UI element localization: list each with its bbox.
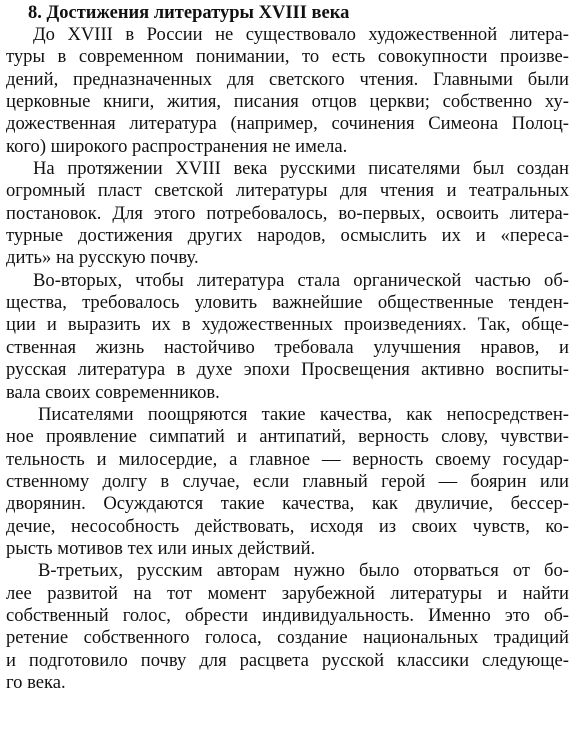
text-line: собственный голос, обрести индивидуальность. Именно это об- [6,604,569,626]
text-line: дворянин. Осуждаются такие качества, как двуличие, бессер- [6,493,569,515]
text-line: вала своих современников. [6,381,220,403]
text-line: щества, требовалось уловить важнейшие общественные тенден- [6,292,569,314]
text-line: кого) широкого распространения не имела. [6,135,348,157]
text-line: дений, предназначенных для светского чтения. Главными были [6,68,569,90]
paragraph-3 [6,270,569,404]
section-title: 8. Достижения литературы XVIII века [28,3,350,23]
paragraph-4 [6,404,569,560]
text-line: ственная жизнь настойчиво требовала улучшения нравов, и [6,336,569,358]
text-line: До XVIII в России не существовало художественной литера- [33,24,569,45]
text-line: В-третьих, русским авторам нужно было оторваться от бо- [38,560,569,582]
text-line: дить» на русскую почву. [6,247,199,269]
text-line: дечие, несособность действовать, исходя из своих чувств, ко- [6,515,569,537]
text-line: турные достижения других народов, осмыслить их и «переса- [6,225,569,247]
paragraph-1 [6,24,569,158]
text-line: русская литература в духе эпохи Просвещения активно воспиты- [6,359,569,381]
text-line: туры в современном понимании, то есть совокупности произве- [6,46,569,68]
text-line: ственному долгу в случае, если главный герой — боярин или [6,470,569,492]
text-line: ное проявление симпатий и антипатий, верность слову, чувстви- [6,426,569,448]
text-line: ции и выразить их в художественных произведениях. Так, обще- [6,314,569,336]
paragraph-5 [6,560,569,694]
text-line: ретение собственного голоса, создание национальных традиций [6,627,569,649]
text-line: Во-вторых, чтобы литература стала органической частью об- [33,269,569,291]
text-line: Писателями поощряются такие качества, как непосредствен- [38,403,569,425]
text-line: дожественная литература (например, сочинения Симеона Полоц- [6,113,569,135]
paragraph-2 [6,158,569,270]
text-line: постановок. Для этого потребовалось, во-первых, освоить литера- [6,202,569,224]
text-line: тельность и милосердие, а главное — верность своему государ- [6,448,569,470]
text-line: На протяжении XVIII века русскими писателями был создан [33,158,569,180]
text-line: рысть мотивов тех или иных действий. [6,537,316,559]
text-line: и подготовило почву для расцвета русской классики следующе- [6,649,569,671]
text-line: церковные книги, жития, писания отцов церкви; собственно ху- [6,91,569,113]
text-line: огромный пласт светской литературы для чтения и театральных [6,180,569,202]
text-line: го века. [6,671,66,693]
text-line: лее развитой на тот момент зарубежной литературы и найти [6,582,569,604]
